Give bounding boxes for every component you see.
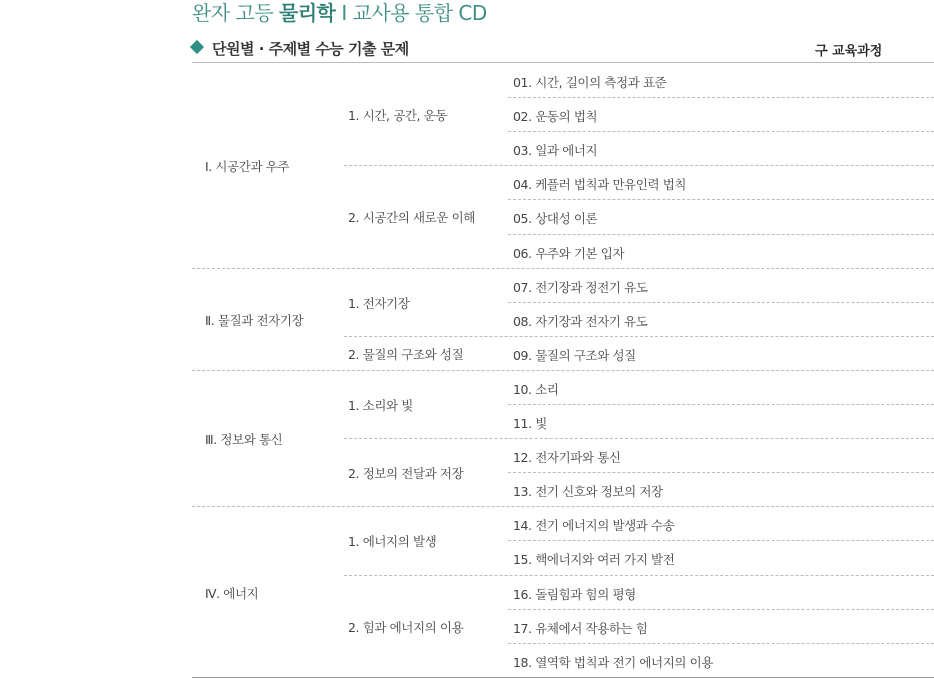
subunit-label: 2. 정보의 전달과 저장: [348, 466, 464, 482]
unit-divider: [192, 370, 934, 371]
topic-divider: [508, 404, 934, 405]
unit-label: Ⅳ. 에너지: [205, 585, 259, 601]
topic-divider: [508, 97, 934, 98]
topic-item[interactable]: 16. 돌림힘과 힘의 평형: [513, 586, 636, 602]
topic-item[interactable]: 08. 자기장과 전자기 유도: [513, 313, 648, 329]
subunit-label: 1. 전자기장: [348, 295, 410, 311]
topic-item[interactable]: 06. 우주와 기본 입자: [513, 245, 625, 261]
section-header: [192, 38, 934, 63]
title-prefix: 완자 고등: [192, 1, 279, 25]
subunit-label: 1. 시간, 공간, 운동: [348, 108, 448, 124]
topic-item[interactable]: 02. 운동의 법칙: [513, 109, 598, 125]
topic-item[interactable]: 04. 케플러 법칙과 만유인력 법칙: [513, 177, 687, 193]
subunit-divider: [344, 575, 934, 576]
topic-item[interactable]: 03. 일과 에너지: [513, 143, 598, 159]
topic-item[interactable]: 15. 핵에너지와 여러 가지 발전: [513, 552, 675, 568]
unit-label: Ⅰ. 시공간과 우주: [205, 159, 290, 175]
topic-divider: [508, 199, 934, 200]
topic-item[interactable]: 12. 전자기파와 통신: [513, 450, 621, 466]
topic-item[interactable]: 01. 시간, 길이의 측정과 표준: [513, 75, 667, 90]
subunit-label: 1. 에너지의 발생: [348, 534, 437, 550]
topic-divider: [508, 131, 934, 132]
title-bold: 물리학: [279, 1, 336, 25]
topic-item[interactable]: 11. 빛: [513, 416, 547, 431]
topic-divider: [508, 472, 934, 473]
unit-label: Ⅱ. 물질과 전자기장: [205, 312, 304, 328]
topic-item[interactable]: 05. 상대성 이론: [513, 211, 598, 227]
unit-label: Ⅲ. 정보와 통신: [205, 432, 283, 448]
topic-item[interactable]: 18. 열역학 법칙과 전기 에너지의 이용: [513, 654, 713, 670]
topic-item[interactable]: 14. 전기 에너지의 발생과 수송: [513, 518, 675, 534]
page-title: [192, 0, 487, 30]
table-bottom-border: [192, 677, 934, 678]
topic-item[interactable]: 07. 전기장과 정전기 유도: [513, 279, 648, 295]
topic-divider: [508, 302, 934, 303]
diamond-bullet-icon: [190, 40, 204, 54]
subunit-label: 2. 힘과 에너지의 이용: [348, 619, 464, 635]
title-suffix: I 교사용 통합 CD: [335, 1, 487, 25]
topic-divider: [508, 234, 934, 235]
topic-divider: [508, 540, 934, 541]
curriculum-table: [192, 63, 934, 679]
curriculum-label: 구 교육과정: [815, 44, 883, 59]
subunit-divider: [344, 336, 934, 337]
unit-divider: [192, 268, 934, 269]
subunit-divider: [344, 165, 934, 166]
topic-item[interactable]: 09. 물질의 구조와 성질: [513, 347, 636, 363]
unit-divider: [192, 506, 934, 507]
topic-divider: [508, 643, 934, 644]
subunit-divider: [344, 438, 934, 439]
topic-item[interactable]: 10. 소리: [513, 381, 559, 397]
subunit-label: 2. 시공간의 새로운 이해: [348, 210, 475, 226]
section-title: 단원별 · 주제별 수능 기출 문제: [212, 40, 409, 58]
topic-item[interactable]: 13. 전기 신호와 정보의 저장: [513, 484, 663, 500]
topic-divider: [508, 609, 934, 610]
topic-item[interactable]: 17. 유체에서 작용하는 힘: [513, 620, 648, 636]
subunit-label: 2. 물질의 구조와 성질: [348, 346, 464, 362]
subunit-label: 1. 소리와 빛: [348, 398, 413, 413]
